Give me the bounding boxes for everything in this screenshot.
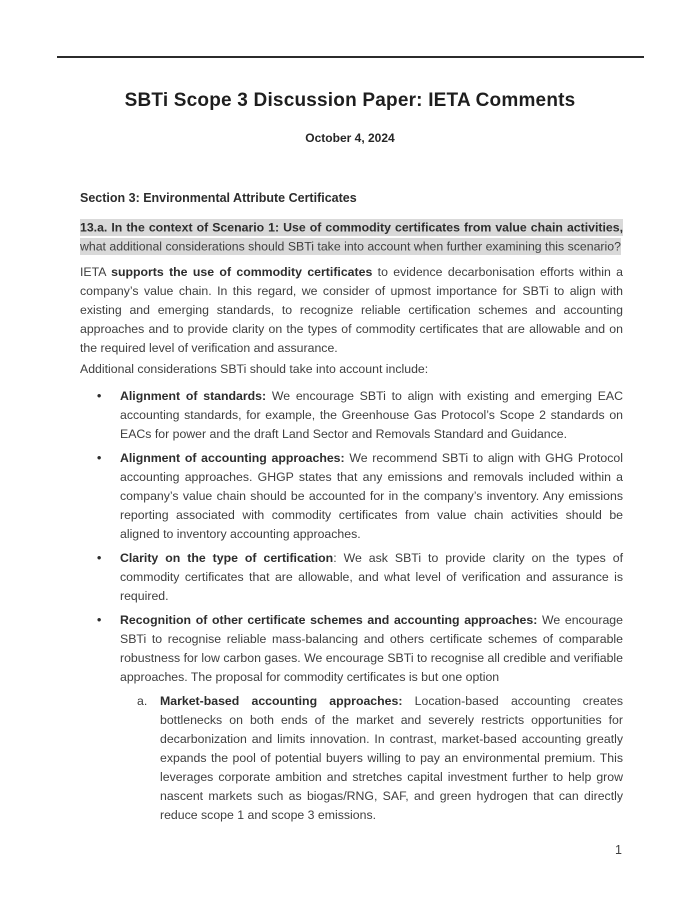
bullet-label: Alignment of standards: (120, 389, 267, 403)
sub-item-text (160, 692, 623, 825)
sub-item-market-based-accounting (80, 692, 623, 825)
intro-paragraph (80, 263, 623, 358)
bullet-alignment-of-accounting-approaches (80, 449, 623, 544)
intro-bold: supports the use of commodity certificates (111, 265, 373, 279)
bullet-label: Recognition of other certificate schemes and accounting approaches: (120, 613, 538, 627)
intro-post: to evidence decarbonisation efforts within a company’s value chain. In this regard, we consider of upmost importance for SBTi to align with existing and emerging standards, to recognize reliable certification schemes and accounting approaches and to provide clarity on the types of commodity certificates that are allowable and on the required level of verification and assurance. (80, 265, 623, 355)
bullet-clarity-on-certification (80, 549, 623, 606)
bullet-text (120, 449, 623, 544)
bullet-marker: • (97, 389, 102, 403)
section-heading: Section 3: Environmental Attribute Certificates (80, 191, 357, 205)
document-title: SBTi Scope 3 Discussion Paper: IETA Comments (124, 90, 576, 111)
bullet-label: Alignment of accounting approaches: (120, 451, 345, 465)
bullet-body: We encourage SBTi to align with existing and emerging EAC accounting standards, for example, the Greenhouse Gas Protocol’s Scope 2 standards on EACs for power and the draft Land Sector and Removals Standard and Guidance. (120, 389, 623, 441)
bullet-text (120, 387, 623, 444)
sub-item-label: Market-based accounting approaches: (160, 694, 403, 708)
bullet-alignment-of-standards (80, 387, 623, 444)
bullet-marker: • (97, 613, 102, 627)
document-body (80, 189, 623, 825)
bullet-body: : We ask SBTi to provide clarity on the types of commodity certificates that are allowable, and what level of verification and assurance is required. (120, 551, 623, 603)
question-13a-bold-text: 13.a. In the context of Scenario 1: Use of commodity certificates from value chain activities, (80, 220, 623, 234)
considerations-list (80, 387, 623, 825)
bullet-text (120, 549, 623, 606)
document-date: October 4, 2024 (305, 131, 395, 145)
bullet-label: Clarity on the type of certification (120, 551, 334, 565)
considerations-lead: Additional considerations SBTi should take into account include: (80, 362, 429, 376)
header-rule (57, 56, 644, 58)
question-13a (80, 218, 623, 256)
page-number: 1 (615, 843, 622, 857)
sub-item-body: Location-based accounting creates bottlenecks on both ends of the market and severely restricts opportunities for decarbonization and limits innovation. In contrast, market-based accounting greatly expands the pool of potential buyers willing to pay an environmental premium. This leverages corporate ambition and stretches capital investment further to help grow nascent markets such as biogas/RNG, SAF, and green hydrogen that can directly reduce scope 1 and scope 3 emissions. (160, 694, 623, 822)
question-13a-regular-text: what additional considerations should SBTi take into account when further examining this scenario? (80, 239, 621, 253)
bullet-body: We encourage SBTi to recognise reliable mass-balancing and others certificate schemes of comparable robustness for low carbon gases. We encourage SBTi to recognise all credible and verifiable approaches. The proposal for commodity certificates is but one option (120, 613, 623, 684)
bullet-body: We recommend SBTi to align with GHG Protocol accounting approaches. GHGP states that any emissions and removals included within a company’s value chain should be accounted for in the company’s inventory. Any emissions reporting associated with commodity certificates from value chain activities should be aligned to inventory accounting approaches. (120, 451, 623, 541)
bullet-marker: • (97, 551, 102, 565)
intro-pre: IETA (80, 265, 112, 279)
sub-item-marker: a. (137, 694, 148, 708)
bullet-marker: • (97, 451, 102, 465)
bullet-text (120, 611, 623, 687)
bullet-recognition-of-other-schemes (80, 611, 623, 687)
